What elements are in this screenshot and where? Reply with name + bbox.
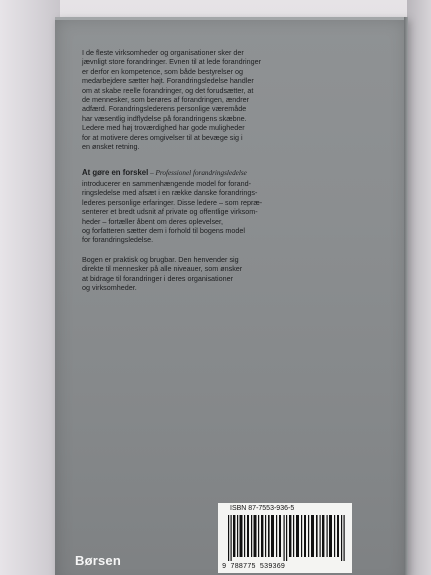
background-cloth-right xyxy=(407,0,431,575)
blurb-line: for forandringsledelse. xyxy=(82,235,154,245)
blurb-line: Ledere med høj troværdighed har gode muligheder xyxy=(82,123,245,133)
blurb-line: I de fleste virksomheder og organisationer sker der xyxy=(82,48,244,57)
book-title: At gøre en forskel xyxy=(82,168,149,178)
barcode-number: 9 788775 539369 xyxy=(222,563,286,571)
blurb-line: adfærd. Forandringslederens personlige væremåde xyxy=(82,104,247,114)
blurb-line: Bogen er praktisk og brugbar. Den henvender sig xyxy=(82,254,239,264)
blurb-paragraph-2 xyxy=(82,168,294,244)
background-cloth-left xyxy=(0,0,60,575)
blurb-paragraph-1 xyxy=(82,48,294,151)
book-top-edge xyxy=(55,17,408,20)
isbn-text: ISBN 87-7553-936-5 xyxy=(230,505,295,512)
blurb-line: de mennesker, som berøres af forandringen, ændrer xyxy=(82,95,249,105)
publisher-logo: Børsen xyxy=(75,553,121,568)
blurb-line: er derfor en kompetence, som både bestyrelser og xyxy=(82,66,244,76)
blurb-line: og forfatteren sætter dem i forhold til bogens model xyxy=(82,225,246,235)
blurb-line: og virksomheder. xyxy=(82,282,137,292)
blurb-line: for at motivere deres omgivelser til at bevæge sig i xyxy=(82,132,243,142)
blurb-line: har væsentlig indflydelse på forandringens skæbne. xyxy=(82,113,247,123)
blurb-line: introducerer en sammenhængende model for forand- xyxy=(82,178,252,188)
book-subtitle: – Professionel forandringsledelse xyxy=(148,169,247,178)
blurb-line: lederes personlige erfaringer. Disse ledere – som repræ- xyxy=(82,197,263,207)
blurb-paragraph-3 xyxy=(82,255,294,293)
blurb-line: en ønsket retning. xyxy=(82,142,140,152)
barcode-icon xyxy=(224,515,348,561)
book-spine-edge xyxy=(404,17,408,575)
blurb-line: heder – fortæller åbent om deres oplevelser, xyxy=(82,216,224,226)
blurb-line: direkte til mennesker på alle niveauer, som ønsker xyxy=(82,264,243,274)
blurb-line: ringsledelse med afsæt i en række danske forandrings- xyxy=(82,188,258,198)
blurb-text xyxy=(82,48,294,302)
barcode-label xyxy=(218,503,352,573)
blurb-line: senterer et bredt udsnit af private og offentlige virksom- xyxy=(82,207,258,217)
blurb-line: om at skabe reelle forandringer, og det forudsætter, at xyxy=(82,85,254,95)
blurb-line: medarbejdere sætter højt. Forandringsledelse handler xyxy=(82,76,254,86)
title-line xyxy=(82,168,294,178)
blurb-line: jævnligt store forandringer. Evnen til at lede forandringer xyxy=(82,57,261,67)
blurb-line: at bidrage til forandringer i deres organisationer xyxy=(82,273,234,283)
